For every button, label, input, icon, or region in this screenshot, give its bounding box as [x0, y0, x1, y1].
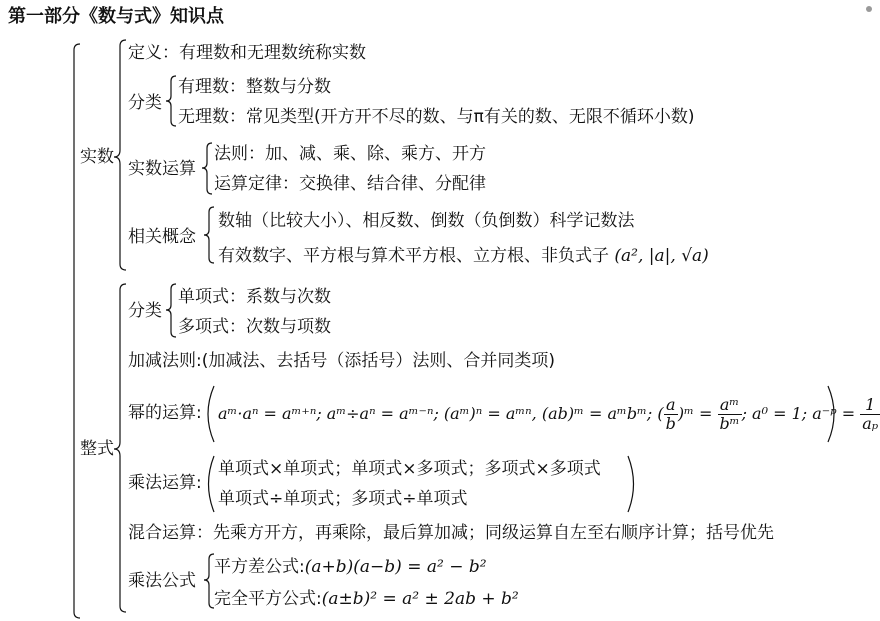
- integral-brace: [114, 284, 126, 612]
- frac-ab-den: b: [665, 414, 676, 433]
- power-label: 幂的运算:: [128, 403, 202, 423]
- frac-ambm-den: bᵐ: [719, 414, 740, 433]
- mult-label: 乘法运算:: [128, 473, 202, 493]
- square-diff-label: 平方差公式:: [214, 557, 305, 577]
- formula-brace: [204, 554, 214, 608]
- real-brace: [114, 40, 126, 270]
- real-label: 实数: [80, 147, 114, 167]
- formulas-label: 乘法公式: [128, 571, 196, 591]
- frac-1ap-num: 1: [860, 396, 880, 415]
- perfect-square-line: [214, 588, 519, 610]
- mult-left-paren: [209, 456, 215, 512]
- square-diff-line: [214, 556, 487, 578]
- frac-1ap-den: aₚ: [862, 414, 879, 433]
- real-class-label: 分类: [128, 93, 162, 113]
- power-left-paren: [208, 386, 214, 442]
- irrational-line: 无理数：常见类型(开方开不尽的数、与π有关的数、无限不循环小数): [178, 107, 695, 127]
- int-class-label: 分类: [128, 301, 162, 321]
- rational-line: 有理数：整数与分数: [178, 77, 331, 97]
- power-frac-ambm: [718, 396, 742, 433]
- concepts-line2-math: (a², |a|, √a): [614, 246, 709, 266]
- mult-line1: 单项式×单项式；单项式×多项式；多项式×多项式: [218, 459, 601, 479]
- polynomial-line: 多项式：次数与项数: [178, 317, 331, 337]
- power-formula-c: ; a⁰ = 1; a⁻ᵖ =: [741, 404, 856, 423]
- real-definition: 定义：有理数和无理数统称实数: [128, 43, 366, 63]
- addsub-line: 加减法则:(加减法、去括号（添括号）法则、合并同类项): [128, 351, 555, 371]
- real-ops-laws: 运算定律：交换律、结合律、分配律: [214, 174, 486, 194]
- monomial-line: 单项式：系数与次数: [178, 287, 331, 307]
- concepts-brace: [204, 207, 214, 263]
- outer-bracket: [74, 44, 80, 618]
- concepts-line1: 数轴（比较大小）、相反数、倒数（负倒数）科学记数法: [218, 211, 635, 231]
- int-class-brace: [166, 284, 176, 337]
- perfect-square-label: 完全平方公式:: [214, 589, 322, 609]
- frac-ab-num: a: [664, 396, 678, 415]
- page-title: 第一部分《数与式》知识点: [8, 6, 224, 27]
- concepts-line2-text: 有效数字、平方根与算术平方根、立方根、非负式子: [218, 246, 609, 266]
- power-formula-b: )ᵐ =: [677, 404, 713, 423]
- power-frac-ab: [664, 396, 678, 433]
- power-frac-1ap: [860, 396, 880, 433]
- real-class-brace: [166, 76, 176, 126]
- real-ops-rules: 法则：加、减、乘、除、乘方、开方: [214, 144, 486, 164]
- power-formula: [218, 394, 880, 434]
- mixed-line: 混合运算：先乘方开方，再乘除，最后算加减；同级运算自左至右顺序计算；括号优先: [128, 523, 774, 543]
- concepts-label: 相关概念: [128, 227, 196, 247]
- power-formula-a: aᵐ·aⁿ = aᵐ⁺ⁿ; aᵐ÷aⁿ = aᵐ⁻ⁿ; (aᵐ)ⁿ = aᵐⁿ, (ab)ᵐ = aᵐbᵐ; (: [218, 404, 664, 423]
- real-ops-label: 实数运算: [128, 159, 196, 179]
- frac-ambm-num: aᵐ: [718, 396, 742, 415]
- concepts-line2: [218, 245, 709, 267]
- perfect-square-formula: (a±b)² = a² ± 2ab + b²: [321, 589, 519, 609]
- square-diff-formula: (a+b)(a−b) = a² − b²: [304, 557, 487, 577]
- mult-line2: 单项式÷单项式；多项式÷单项式: [218, 489, 468, 509]
- mult-right-paren: [628, 456, 634, 512]
- integral-label: 整式: [80, 439, 114, 459]
- real-ops-brace: [202, 143, 212, 194]
